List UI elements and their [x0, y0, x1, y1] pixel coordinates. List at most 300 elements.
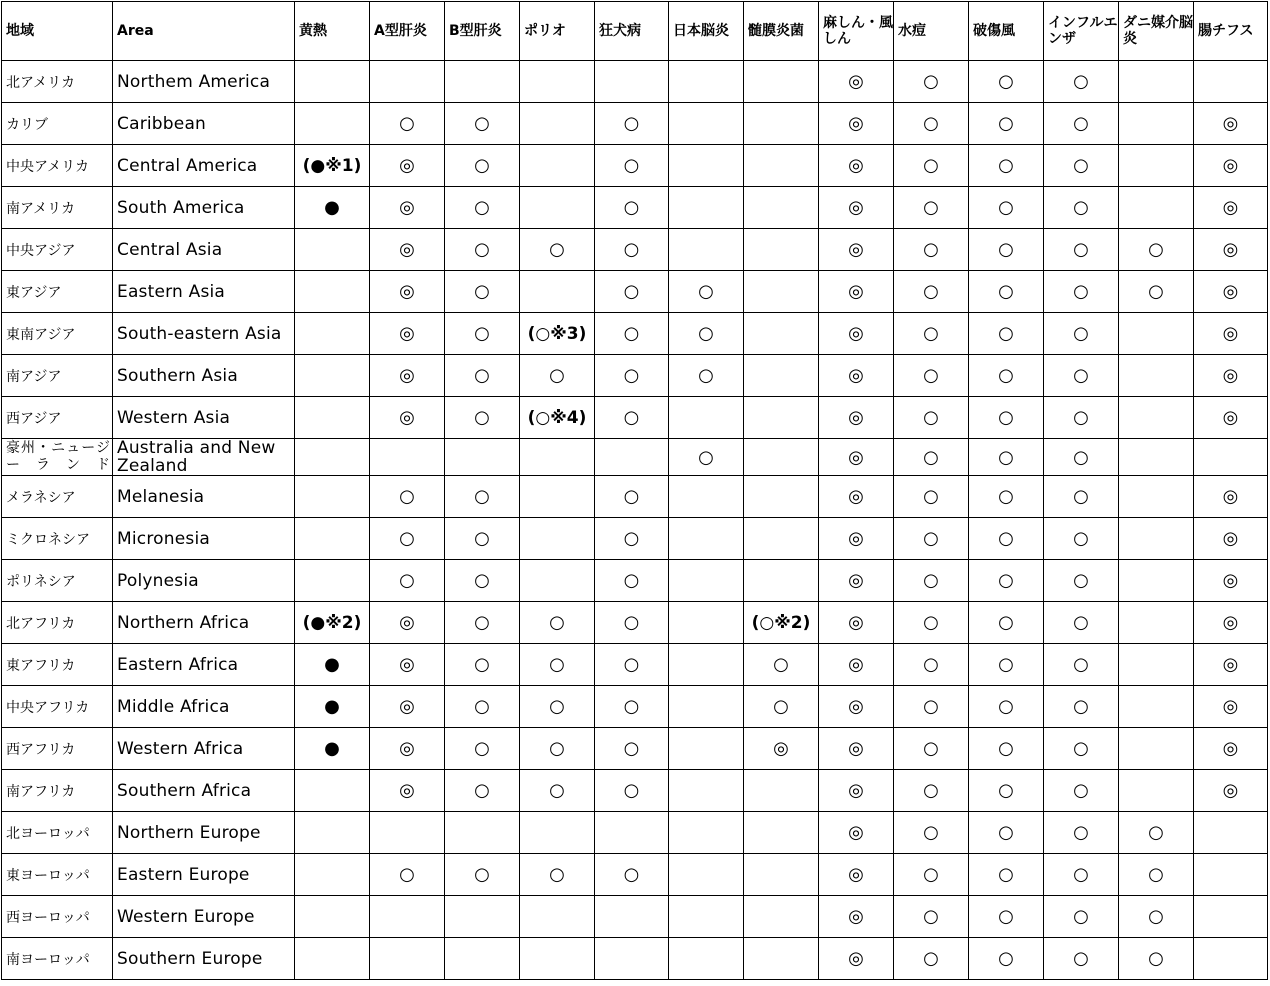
region-en-cell: Central Asia — [113, 229, 295, 271]
recommendation-cell — [595, 812, 669, 854]
header-hepatitis-b: B型肝炎 — [445, 2, 520, 61]
recommendation-cell — [595, 439, 669, 476]
recommendation-cell: ○ — [595, 518, 669, 560]
recommendation-cell — [445, 439, 520, 476]
recommendation-cell: (●※2) — [295, 602, 370, 644]
recommendation-cell: ○ — [1044, 602, 1119, 644]
recommendation-cell: ○ — [969, 644, 1044, 686]
recommendation-cell: ○ — [595, 602, 669, 644]
table-row — [2, 397, 1268, 439]
recommendation-cell: ○ — [445, 602, 520, 644]
recommendation-cell — [669, 602, 744, 644]
recommendation-cell: ◎ — [370, 271, 445, 313]
recommendation-cell — [445, 896, 520, 938]
recommendation-cell — [370, 439, 445, 476]
recommendation-cell: ○ — [370, 476, 445, 518]
region-ja-cell: 西アジア — [2, 397, 113, 439]
recommendation-cell — [595, 896, 669, 938]
recommendation-cell — [295, 812, 370, 854]
recommendation-cell: ○ — [520, 854, 595, 896]
recommendation-cell — [445, 61, 520, 103]
recommendation-cell: ○ — [595, 397, 669, 439]
recommendation-cell — [1119, 61, 1194, 103]
recommendation-cell: ○ — [894, 476, 969, 518]
recommendation-cell: ◎ — [1194, 602, 1268, 644]
recommendation-cell — [744, 145, 819, 187]
recommendation-cell: ○ — [520, 229, 595, 271]
recommendation-cell: ○ — [894, 355, 969, 397]
recommendation-cell — [295, 103, 370, 145]
recommendation-cell: ○ — [595, 271, 669, 313]
table-row — [2, 313, 1268, 355]
recommendation-cell: ○ — [969, 103, 1044, 145]
recommendation-cell: ○ — [969, 476, 1044, 518]
recommendation-cell — [744, 271, 819, 313]
region-en-cell: Middle Africa — [113, 686, 295, 728]
recommendation-cell — [295, 313, 370, 355]
recommendation-cell: ◎ — [819, 602, 894, 644]
recommendation-cell — [1119, 686, 1194, 728]
region-en-cell: Western Asia — [113, 397, 295, 439]
table-row — [2, 229, 1268, 271]
recommendation-cell: ◎ — [819, 644, 894, 686]
recommendation-cell — [669, 854, 744, 896]
region-ja-cell: メラネシア — [2, 476, 113, 518]
recommendation-cell — [1194, 812, 1268, 854]
recommendation-cell — [295, 397, 370, 439]
recommendation-cell — [520, 518, 595, 560]
table-row — [2, 644, 1268, 686]
recommendation-cell — [295, 271, 370, 313]
table-row — [2, 812, 1268, 854]
recommendation-cell: ◎ — [1194, 644, 1268, 686]
region-en-cell: Southern Europe — [113, 938, 295, 980]
recommendation-cell: ○ — [894, 103, 969, 145]
recommendation-cell: ○ — [894, 187, 969, 229]
recommendation-cell: ○ — [1044, 271, 1119, 313]
recommendation-cell — [669, 728, 744, 770]
recommendation-cell: ○ — [595, 854, 669, 896]
recommendation-cell: ○ — [1044, 644, 1119, 686]
recommendation-cell: ○ — [520, 602, 595, 644]
recommendation-cell: ○ — [445, 313, 520, 355]
recommendation-cell: ● — [295, 728, 370, 770]
recommendation-cell — [669, 812, 744, 854]
recommendation-cell — [669, 686, 744, 728]
recommendation-cell — [1119, 187, 1194, 229]
recommendation-cell — [669, 476, 744, 518]
recommendation-cell — [295, 854, 370, 896]
region-ja-cell: 南アメリカ — [2, 187, 113, 229]
region-ja-cell: 豪州・ニュージーランド — [2, 439, 113, 476]
recommendation-cell — [1119, 518, 1194, 560]
recommendation-cell — [669, 397, 744, 439]
region-ja-cell: 西ヨーロッパ — [2, 896, 113, 938]
recommendation-cell: ○ — [1044, 560, 1119, 602]
recommendation-cell — [295, 938, 370, 980]
recommendation-cell: ◎ — [370, 397, 445, 439]
recommendation-cell: ◎ — [819, 61, 894, 103]
region-ja-cell: 東ヨーロッパ — [2, 854, 113, 896]
recommendation-cell: ○ — [969, 854, 1044, 896]
header-meningococcus: 髄膜炎菌 — [744, 2, 819, 61]
recommendation-cell: ◎ — [819, 812, 894, 854]
recommendation-cell — [669, 145, 744, 187]
recommendation-cell — [520, 187, 595, 229]
recommendation-cell — [1119, 602, 1194, 644]
recommendation-cell: ○ — [1044, 812, 1119, 854]
recommendation-cell: ◎ — [370, 728, 445, 770]
region-en-cell: Northem America — [113, 61, 295, 103]
recommendation-cell — [295, 355, 370, 397]
recommendation-cell — [669, 103, 744, 145]
region-ja-cell: 東南アジア — [2, 313, 113, 355]
recommendation-cell: ○ — [669, 313, 744, 355]
recommendation-cell: ◎ — [819, 103, 894, 145]
table-row — [2, 602, 1268, 644]
recommendation-cell: ○ — [969, 770, 1044, 812]
recommendation-cell: ◎ — [819, 397, 894, 439]
recommendation-cell: ◎ — [819, 355, 894, 397]
recommendation-cell: ◎ — [744, 728, 819, 770]
recommendation-cell — [1194, 439, 1268, 476]
region-en-cell: Southern Asia — [113, 355, 295, 397]
recommendation-cell — [669, 229, 744, 271]
region-ja-cell: 東アジア — [2, 271, 113, 313]
recommendation-cell — [1119, 103, 1194, 145]
recommendation-cell — [669, 644, 744, 686]
recommendation-cell: ○ — [520, 355, 595, 397]
recommendation-cell: ○ — [894, 439, 969, 476]
recommendation-cell — [370, 938, 445, 980]
recommendation-cell: ○ — [969, 355, 1044, 397]
recommendation-cell: ◎ — [819, 145, 894, 187]
recommendation-cell: ○ — [894, 518, 969, 560]
recommendation-cell: ○ — [445, 728, 520, 770]
header-polio: ポリオ — [520, 2, 595, 61]
recommendation-cell — [1119, 560, 1194, 602]
recommendation-cell: ○ — [894, 686, 969, 728]
region-en-cell: Caribbean — [113, 103, 295, 145]
recommendation-cell: ○ — [969, 439, 1044, 476]
recommendation-cell: ◎ — [819, 686, 894, 728]
recommendation-cell: ● — [295, 686, 370, 728]
recommendation-cell: ◎ — [1194, 229, 1268, 271]
recommendation-cell: ○ — [894, 61, 969, 103]
region-ja-cell: カリブ — [2, 103, 113, 145]
recommendation-cell: ○ — [1119, 854, 1194, 896]
recommendation-cell: ◎ — [1194, 560, 1268, 602]
recommendation-cell — [370, 896, 445, 938]
recommendation-cell — [1119, 397, 1194, 439]
recommendation-cell: ○ — [894, 229, 969, 271]
recommendation-cell: ○ — [445, 476, 520, 518]
recommendation-cell: ○ — [969, 602, 1044, 644]
table-row — [2, 518, 1268, 560]
region-en-cell: Micronesia — [113, 518, 295, 560]
recommendation-cell: ● — [295, 644, 370, 686]
recommendation-cell — [744, 61, 819, 103]
recommendation-cell: ○ — [969, 560, 1044, 602]
region-en-cell: Northern Africa — [113, 602, 295, 644]
recommendation-cell: ○ — [1044, 770, 1119, 812]
recommendation-cell: ○ — [1044, 397, 1119, 439]
recommendation-cell: ◎ — [1194, 728, 1268, 770]
recommendation-cell: ◎ — [819, 728, 894, 770]
region-en-cell: Eastern Asia — [113, 271, 295, 313]
recommendation-cell — [744, 355, 819, 397]
recommendation-cell: ◎ — [370, 187, 445, 229]
recommendation-cell — [669, 187, 744, 229]
recommendation-cell: ◎ — [819, 518, 894, 560]
recommendation-cell — [744, 560, 819, 602]
recommendation-cell: ○ — [894, 770, 969, 812]
header-area: Area — [113, 2, 295, 61]
region-en-cell: Melanesia — [113, 476, 295, 518]
region-en-cell: Eastern Africa — [113, 644, 295, 686]
recommendation-cell: ○ — [595, 229, 669, 271]
recommendation-cell — [744, 518, 819, 560]
recommendation-cell — [744, 896, 819, 938]
recommendation-cell — [669, 938, 744, 980]
recommendation-cell — [370, 61, 445, 103]
recommendation-cell: ○ — [894, 938, 969, 980]
region-en-cell: Western Africa — [113, 728, 295, 770]
recommendation-cell — [1194, 61, 1268, 103]
table-row — [2, 187, 1268, 229]
recommendation-cell: ○ — [969, 728, 1044, 770]
recommendation-cell: ○ — [595, 145, 669, 187]
recommendation-cell — [744, 103, 819, 145]
recommendation-cell — [520, 439, 595, 476]
recommendation-cell — [744, 313, 819, 355]
recommendation-cell — [1119, 476, 1194, 518]
recommendation-cell: ◎ — [819, 770, 894, 812]
recommendation-cell: ○ — [894, 145, 969, 187]
recommendation-cell: ○ — [445, 103, 520, 145]
recommendation-cell: ○ — [969, 229, 1044, 271]
recommendation-cell: ○ — [894, 728, 969, 770]
recommendation-cell: ○ — [445, 770, 520, 812]
recommendation-cell: ○ — [744, 644, 819, 686]
recommendation-cell — [1194, 854, 1268, 896]
region-ja-cell: 西アフリカ — [2, 728, 113, 770]
recommendation-cell: ◎ — [370, 644, 445, 686]
region-ja-cell: 中央アフリカ — [2, 686, 113, 728]
recommendation-cell: ○ — [669, 439, 744, 476]
region-ja-cell: 中央アジア — [2, 229, 113, 271]
recommendation-cell — [295, 518, 370, 560]
header-tick-borne-encephalitis: ダニ媒介脳炎 — [1119, 2, 1194, 61]
recommendation-cell: ○ — [894, 812, 969, 854]
recommendation-cell: ◎ — [1194, 271, 1268, 313]
recommendation-cell: ○ — [1044, 61, 1119, 103]
recommendation-cell: ◎ — [1194, 355, 1268, 397]
recommendation-cell: ○ — [445, 397, 520, 439]
header-row — [2, 2, 1268, 61]
recommendation-cell: ○ — [445, 355, 520, 397]
recommendation-cell: (○※3) — [520, 313, 595, 355]
region-en-cell: Central America — [113, 145, 295, 187]
recommendation-cell: ◎ — [1194, 518, 1268, 560]
recommendation-cell: ○ — [969, 397, 1044, 439]
recommendation-cell: ○ — [969, 145, 1044, 187]
recommendation-cell: ○ — [370, 854, 445, 896]
recommendation-cell: ○ — [1119, 896, 1194, 938]
region-ja-cell: ミクロネシア — [2, 518, 113, 560]
recommendation-cell — [370, 812, 445, 854]
recommendation-cell — [295, 61, 370, 103]
recommendation-cell: ○ — [520, 728, 595, 770]
recommendation-cell: ○ — [1044, 854, 1119, 896]
recommendation-cell: ◎ — [1194, 313, 1268, 355]
recommendation-cell: ● — [295, 187, 370, 229]
recommendation-cell — [669, 518, 744, 560]
header-japanese-encephalitis: 日本脳炎 — [669, 2, 744, 61]
recommendation-cell: ○ — [595, 770, 669, 812]
recommendation-cell — [520, 896, 595, 938]
recommendation-cell — [744, 187, 819, 229]
recommendation-cell: ○ — [1044, 355, 1119, 397]
recommendation-cell: ○ — [595, 560, 669, 602]
recommendation-cell — [520, 476, 595, 518]
recommendation-cell — [295, 770, 370, 812]
region-ja-cell: ポリネシア — [2, 560, 113, 602]
recommendation-cell: ○ — [894, 313, 969, 355]
recommendation-cell: (○※2) — [744, 602, 819, 644]
recommendation-cell: ○ — [1119, 938, 1194, 980]
recommendation-cell — [595, 61, 669, 103]
recommendation-cell — [1119, 439, 1194, 476]
recommendation-cell — [295, 476, 370, 518]
recommendation-cell — [295, 229, 370, 271]
recommendation-cell: ◎ — [370, 355, 445, 397]
recommendation-cell: ◎ — [819, 313, 894, 355]
region-en-cell: Eastern Europe — [113, 854, 295, 896]
recommendation-cell: ○ — [370, 103, 445, 145]
region-ja-cell: 南アジア — [2, 355, 113, 397]
recommendation-cell — [669, 61, 744, 103]
recommendation-cell — [595, 938, 669, 980]
recommendation-cell: (●※1) — [295, 145, 370, 187]
region-ja-cell: 東アフリカ — [2, 644, 113, 686]
recommendation-cell: ○ — [1044, 313, 1119, 355]
region-en-cell: South-eastern Asia — [113, 313, 295, 355]
recommendation-cell — [1119, 644, 1194, 686]
recommendation-cell — [295, 896, 370, 938]
region-ja-cell: 北ヨーロッパ — [2, 812, 113, 854]
recommendation-cell — [520, 103, 595, 145]
region-en-cell: Australia and New Zealand — [113, 439, 295, 476]
recommendation-cell: ◎ — [370, 602, 445, 644]
recommendation-cell: ○ — [969, 518, 1044, 560]
recommendation-cell: ◎ — [819, 854, 894, 896]
recommendation-cell — [520, 560, 595, 602]
recommendation-cell: ◎ — [1194, 476, 1268, 518]
recommendation-cell — [520, 271, 595, 313]
recommendation-cell: ○ — [1119, 271, 1194, 313]
recommendation-cell: ○ — [595, 355, 669, 397]
recommendation-cell: ○ — [445, 518, 520, 560]
recommendation-cell — [1119, 355, 1194, 397]
recommendation-cell: ○ — [969, 812, 1044, 854]
recommendation-cell — [1194, 896, 1268, 938]
recommendation-cell — [1119, 145, 1194, 187]
recommendation-cell: ○ — [969, 187, 1044, 229]
recommendation-cell — [295, 439, 370, 476]
header-influenza: インフルエンザ — [1044, 2, 1119, 61]
recommendation-cell: ○ — [669, 355, 744, 397]
table-body — [2, 61, 1268, 980]
recommendation-cell: ○ — [1119, 229, 1194, 271]
table-row — [2, 439, 1268, 476]
recommendation-cell: ○ — [969, 61, 1044, 103]
recommendation-cell: ○ — [1044, 896, 1119, 938]
recommendation-cell: ◎ — [370, 145, 445, 187]
recommendation-cell — [520, 812, 595, 854]
region-ja-cell: 北アメリカ — [2, 61, 113, 103]
recommendation-cell: ○ — [1119, 812, 1194, 854]
recommendation-cell: ○ — [1044, 518, 1119, 560]
header-varicella: 水痘 — [894, 2, 969, 61]
recommendation-cell: ◎ — [1194, 103, 1268, 145]
recommendation-cell: ◎ — [819, 560, 894, 602]
region-en-cell: Western Europe — [113, 896, 295, 938]
recommendation-cell: ○ — [520, 644, 595, 686]
region-en-cell: Polynesia — [113, 560, 295, 602]
recommendation-cell: ○ — [969, 686, 1044, 728]
table-row — [2, 686, 1268, 728]
recommendation-cell: ◎ — [819, 229, 894, 271]
table-row — [2, 355, 1268, 397]
table-row — [2, 770, 1268, 812]
recommendation-cell — [520, 61, 595, 103]
recommendation-cell: ◎ — [819, 476, 894, 518]
recommendation-cell: ○ — [969, 271, 1044, 313]
recommendation-cell: ○ — [445, 145, 520, 187]
recommendation-cell — [1194, 938, 1268, 980]
recommendation-cell: ○ — [445, 560, 520, 602]
region-ja-cell: 北アフリカ — [2, 602, 113, 644]
recommendation-cell: ○ — [1044, 187, 1119, 229]
recommendation-cell: ○ — [595, 476, 669, 518]
recommendation-cell: ○ — [445, 271, 520, 313]
recommendation-cell: ○ — [894, 896, 969, 938]
recommendation-cell: (○※4) — [520, 397, 595, 439]
recommendation-cell: ○ — [1044, 728, 1119, 770]
region-ja-cell: 南ヨーロッパ — [2, 938, 113, 980]
recommendation-cell: ○ — [969, 938, 1044, 980]
recommendation-cell — [744, 397, 819, 439]
recommendation-cell — [744, 812, 819, 854]
region-ja-cell: 南アフリカ — [2, 770, 113, 812]
recommendation-cell: ◎ — [819, 271, 894, 313]
region-en-cell: Northern Europe — [113, 812, 295, 854]
recommendation-cell: ◎ — [819, 896, 894, 938]
recommendation-cell: ◎ — [819, 187, 894, 229]
recommendation-cell: ○ — [595, 728, 669, 770]
recommendation-cell: ○ — [445, 644, 520, 686]
recommendation-cell: ○ — [894, 560, 969, 602]
header-hepatitis-a: A型肝炎 — [370, 2, 445, 61]
table-row — [2, 938, 1268, 980]
recommendation-cell: ○ — [1044, 103, 1119, 145]
recommendation-cell: ○ — [595, 103, 669, 145]
recommendation-cell: ◎ — [819, 938, 894, 980]
header-typhoid: 腸チフス — [1194, 2, 1268, 61]
recommendation-cell — [520, 145, 595, 187]
recommendation-cell — [445, 812, 520, 854]
